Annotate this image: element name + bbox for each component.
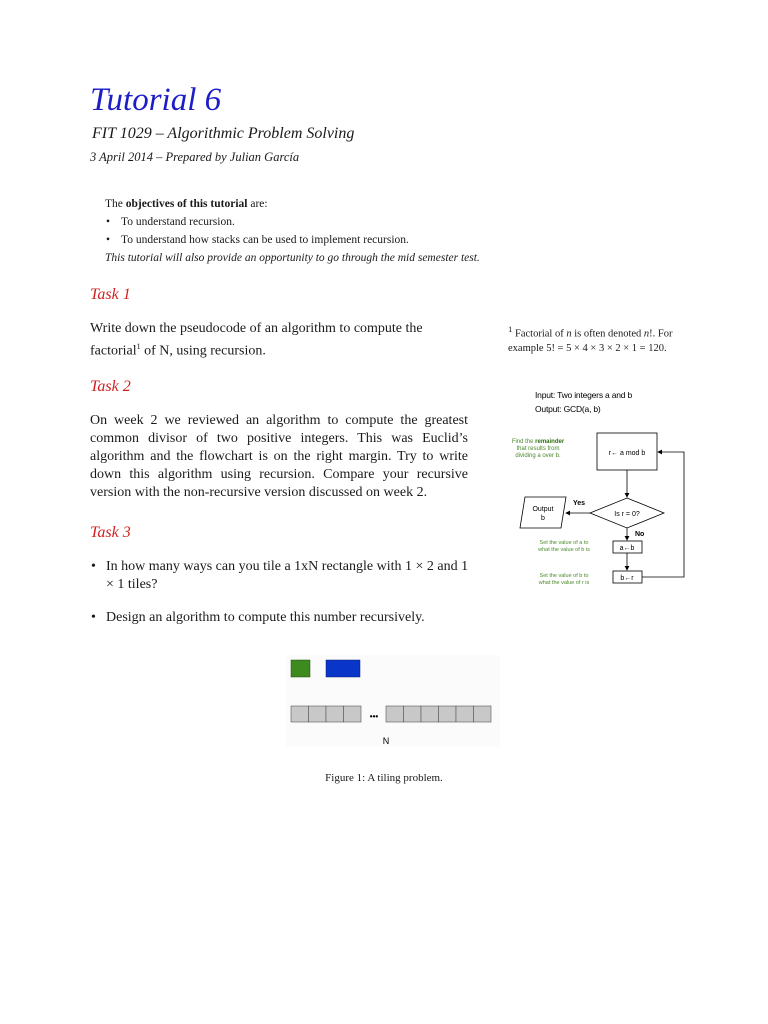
task1-text-before: Write down the pseudocode of an algorithm to compute the factorial [90,321,423,359]
small-tile [291,660,310,677]
date-line: 3 April 2014 – Prepared by Julian García [90,150,300,164]
tiling-ellipsis: ••• [369,712,379,721]
course-subtitle: FIT 1029 – Algorithmic Problem Solving [92,125,355,142]
sidenote-text-3: !. For example 5! = 5 × 4 × 3 × 2 × 1 = 120. [508,328,673,354]
flow-set-a-note-2: what the value of b is [538,547,590,553]
objectives-intro-prefix: The [105,198,126,210]
flow-find-note-1 [512,439,565,445]
task1-footnote-mark: 1 [136,342,141,351]
sidenote-mark: 1 [508,324,513,334]
large-tile [326,660,360,677]
flow-set-b-note-2: what the value of r is [538,580,590,586]
task2-text: On week 2 we reviewed an algorithm to compute the greatest common divisor of two positive integers. This was Euclid’s algorithm and the flowchart is on the right margin. Try to write down this algorithm using recursion. Compare your recursive version with the non-recursive version discussed on week 2. [90,413,468,500]
objectives-intro-suffix: are: [247,198,268,210]
objectives-intro [105,195,525,213]
flow-br-text: b←r [620,575,634,582]
tile-cells-left [291,706,361,722]
objectives-block [105,195,525,267]
flow-ab-text: a←b [619,545,635,552]
flow-output-label: Output: GCD(a, b) [535,404,601,414]
task3-list [90,558,470,642]
flow-rmod-text: r← a mod b [608,450,646,457]
tile-cell [344,706,362,722]
flow-yes-label: Yes [573,500,586,507]
objectives-note: This tutorial will also provide an opportunity to go through the mid semester test. [105,252,480,264]
task3-bullet-1: • In how many ways can you tile a 1xN rectangle with 1 × 2 and 1 × 1 tiles? [90,558,470,594]
euclid-flowchart [500,385,700,590]
flow-set-a-note-1: Set the value of a to [539,540,589,546]
flow-find-bold: remainder [535,439,565,445]
flow-no-label: No [635,531,645,538]
factorial-sidenote [508,322,708,356]
flow-set-b-note-1: Set the value of b to [539,573,589,579]
tile-cell [326,706,344,722]
tiling-n-label: N [382,736,390,746]
task3-bullet-2: • Design an algorithm to compute this number recursively. [90,609,470,627]
task1-heading: Task 1 [90,286,131,303]
figure-caption: Figure 1: A tiling problem. [325,772,443,784]
page-title: Tutorial 6 [90,82,222,118]
flow-find-note-2: that results from [516,446,560,452]
sidenote-text-2: is often denoted [571,328,644,340]
task1-text [90,320,468,361]
tiling-figure [286,655,500,747]
flow-output-text-1: Output [532,506,554,513]
tile-cell [309,706,327,722]
tile-cell [404,706,422,722]
task1-text-after: of N, using recursion. [140,343,266,359]
sidenote-text-1: Factorial of [512,328,567,340]
flow-input-label: Input: Two integers a and b [535,390,632,400]
sidenote-nfact: n [643,328,650,340]
objective-item: • To understand how stacks can be used to implement recursion. [105,231,525,249]
task3-heading: Task 3 [90,524,131,541]
objectives-list [105,213,525,249]
tile-cell [291,706,309,722]
tile-cell [421,706,439,722]
tile-cell [439,706,457,722]
tile-cells-right [386,706,491,722]
flow-decision-text: Is r = 0? [614,511,640,518]
flow-find-note-3: dividing a over b. [515,453,561,459]
sidenote-n: n [566,328,572,340]
tile-cell [386,706,404,722]
objective-item: • To understand recursion. [105,213,525,231]
tile-cell [474,706,492,722]
tile-cell [456,706,474,722]
flow-output-text-2: b [541,515,545,522]
objectives-intro-bold: objectives of this tutorial [125,198,248,210]
flow-find-pre: Find the [511,439,536,445]
task2-heading: Task 2 [90,378,131,395]
